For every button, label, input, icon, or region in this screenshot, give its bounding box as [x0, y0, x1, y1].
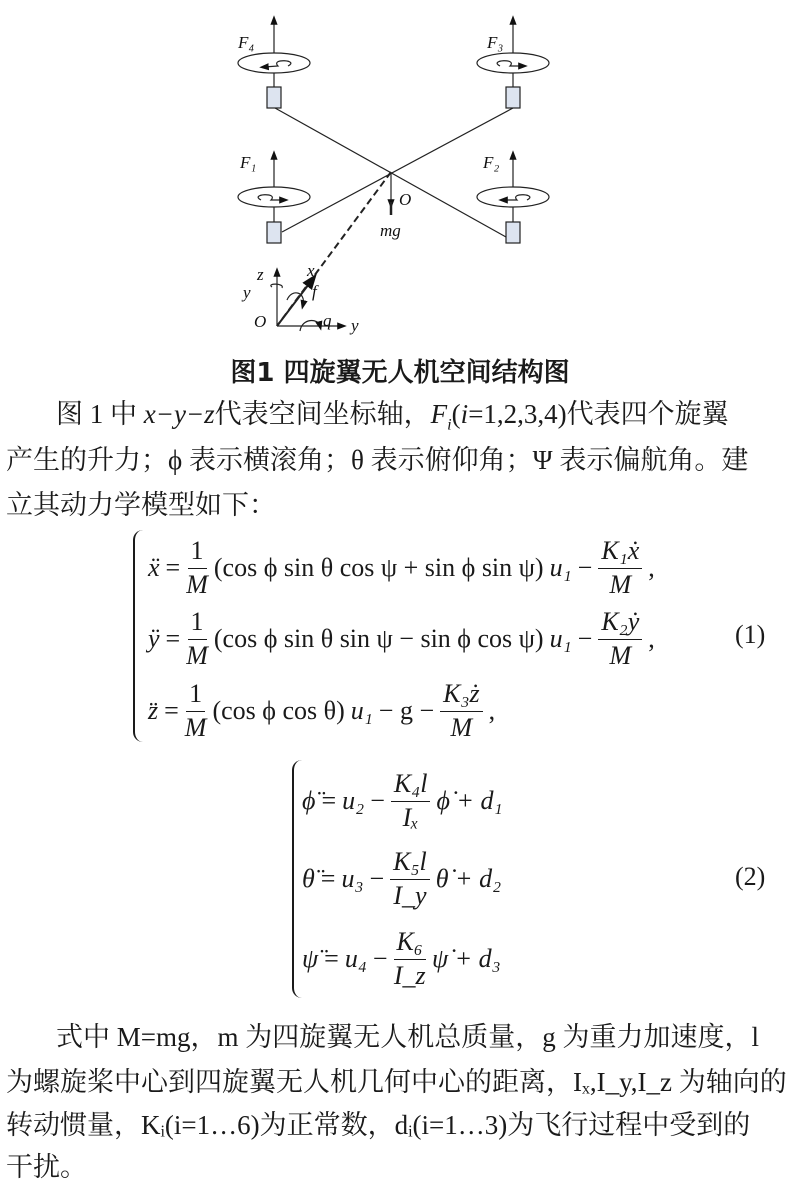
text: 代表空间坐标轴，: [214, 399, 431, 429]
equals: =: [324, 944, 339, 974]
fraction: $\frac{\text{K₅l}}{I\_y}$: [390, 848, 430, 910]
fraction: $\frac{1}{M}$: [184, 679, 207, 742]
fraction: $\frac{1}{M}$: [186, 607, 208, 670]
label-f: f: [312, 282, 317, 301]
equation-number-2: (2): [735, 862, 766, 891]
lhs: θ̈: [302, 864, 315, 894]
label-y-rot: y: [243, 283, 251, 302]
paragraph1-line1: [56, 397, 794, 435]
comma: ,: [488, 696, 496, 726]
equals: =: [165, 553, 181, 583]
input: u₁: [549, 553, 572, 583]
lhs: ẍ: [148, 553, 160, 583]
text: (: [451, 399, 461, 429]
equals: =: [164, 696, 179, 726]
label-x: x: [307, 261, 315, 280]
label-z: z: [257, 265, 264, 284]
operator: − g −: [378, 696, 435, 726]
fraction: $\frac{1}{M}$: [186, 536, 208, 599]
label-f2: F₂: [483, 153, 500, 172]
input: u₂: [342, 786, 365, 816]
equation-row: [148, 608, 655, 670]
label-q: q: [323, 311, 332, 330]
equals: =: [320, 864, 336, 894]
paragraph2-line3: 转动惯量，Kᵢ(i=1…6)为正常数，dᵢ(i=1…3)为飞行过程中受到的: [6, 1110, 751, 1140]
paragraph1-line2: 产生的升力；ϕ 表示横滚角；θ 表示俯仰角；Ψ 表示偏航角。建: [6, 445, 749, 475]
subscript: i: [447, 415, 452, 434]
equation-number-1: (1): [735, 620, 766, 649]
paragraph2-line2: 为螺旋桨中心到四旋翼无人机几何中心的距离，Iₓ,I_y,I_z 为轴向的: [6, 1067, 787, 1097]
term: (cos ϕ cos θ): [212, 696, 345, 726]
fraction: $\frac{\text{K₆}}{I\_z}$: [393, 927, 426, 990]
figure-caption: 图1 四旋翼无人机空间结构图: [230, 358, 570, 388]
input: u₁: [549, 624, 572, 654]
fraction: $\frac{\text{K₃ż}}{M}$: [440, 680, 483, 742]
term: ϕ̇ + d₁: [436, 786, 503, 816]
equation-row: [148, 680, 495, 742]
motor-f1: [267, 222, 281, 243]
label-o-center: O: [399, 190, 412, 209]
operator: −: [369, 864, 385, 894]
arm-f3-f1: [282, 108, 513, 232]
term: (cos ϕ sin θ cos ψ + sin ϕ sin ψ): [213, 553, 544, 583]
label-y-axis: y: [351, 316, 359, 335]
equals: =: [321, 786, 337, 816]
quadrotor-structure-diagram: [0, 0, 800, 345]
equals: =: [165, 624, 181, 654]
rotor-f3: [477, 20, 549, 87]
equation-row: [148, 537, 655, 599]
input: u₃: [341, 864, 364, 894]
lhs: ÿ: [148, 624, 160, 654]
lhs: ψ̈: [302, 944, 319, 974]
equation-row: [302, 770, 503, 832]
operator: −: [370, 786, 385, 816]
label-mg: mg: [380, 221, 401, 240]
paragraph2-line1: 式中 M=mg，m 为四旋翼无人机总质量，g 为重力加速度，l: [56, 1022, 759, 1052]
paragraph1-line3: 立其动力学模型如下：: [6, 490, 276, 520]
lhs: ϕ̈: [302, 786, 316, 816]
axes-var: x−y−z: [143, 399, 215, 429]
term: θ̇ + d₂: [435, 864, 502, 894]
input: u₁: [350, 696, 373, 726]
input: u₄: [344, 944, 367, 974]
comma: ,: [648, 553, 655, 583]
operator: −: [372, 944, 388, 974]
motor-f2: [506, 222, 520, 243]
lhs: z̈: [148, 696, 159, 726]
text: =1,2,3,4)代表四个旋翼: [468, 399, 729, 429]
fraction: $\frac{\text{K₂ẏ}}{M}$: [598, 608, 642, 670]
equation-row: [302, 928, 501, 990]
equation-row: [302, 848, 501, 910]
force-var: F: [430, 399, 448, 429]
motor-f4: [267, 87, 281, 108]
fraction: $\frac{\text{K₁ẋ}}{M}$: [598, 537, 642, 599]
label-f4: F₄: [238, 33, 255, 52]
paragraph2-line4: 干扰。: [6, 1152, 87, 1182]
label-f3: F₃: [487, 33, 504, 52]
label-o-origin: O: [254, 312, 267, 331]
index-var: i: [460, 399, 469, 429]
text: 图 1 中: [56, 399, 144, 429]
fraction: $\frac{\text{K₄l}}{\text{Iₓ}}$: [391, 770, 431, 832]
comma: ,: [648, 624, 655, 654]
rotor-f4: [238, 20, 310, 87]
operator: −: [577, 553, 593, 583]
term: (cos ϕ sin θ sin ψ − sin ϕ cos ψ): [213, 624, 544, 654]
motor-f3: [506, 87, 520, 108]
operator: −: [577, 624, 593, 654]
term: ψ̇ + d₃: [431, 944, 501, 974]
label-f1: F₁: [240, 153, 257, 172]
